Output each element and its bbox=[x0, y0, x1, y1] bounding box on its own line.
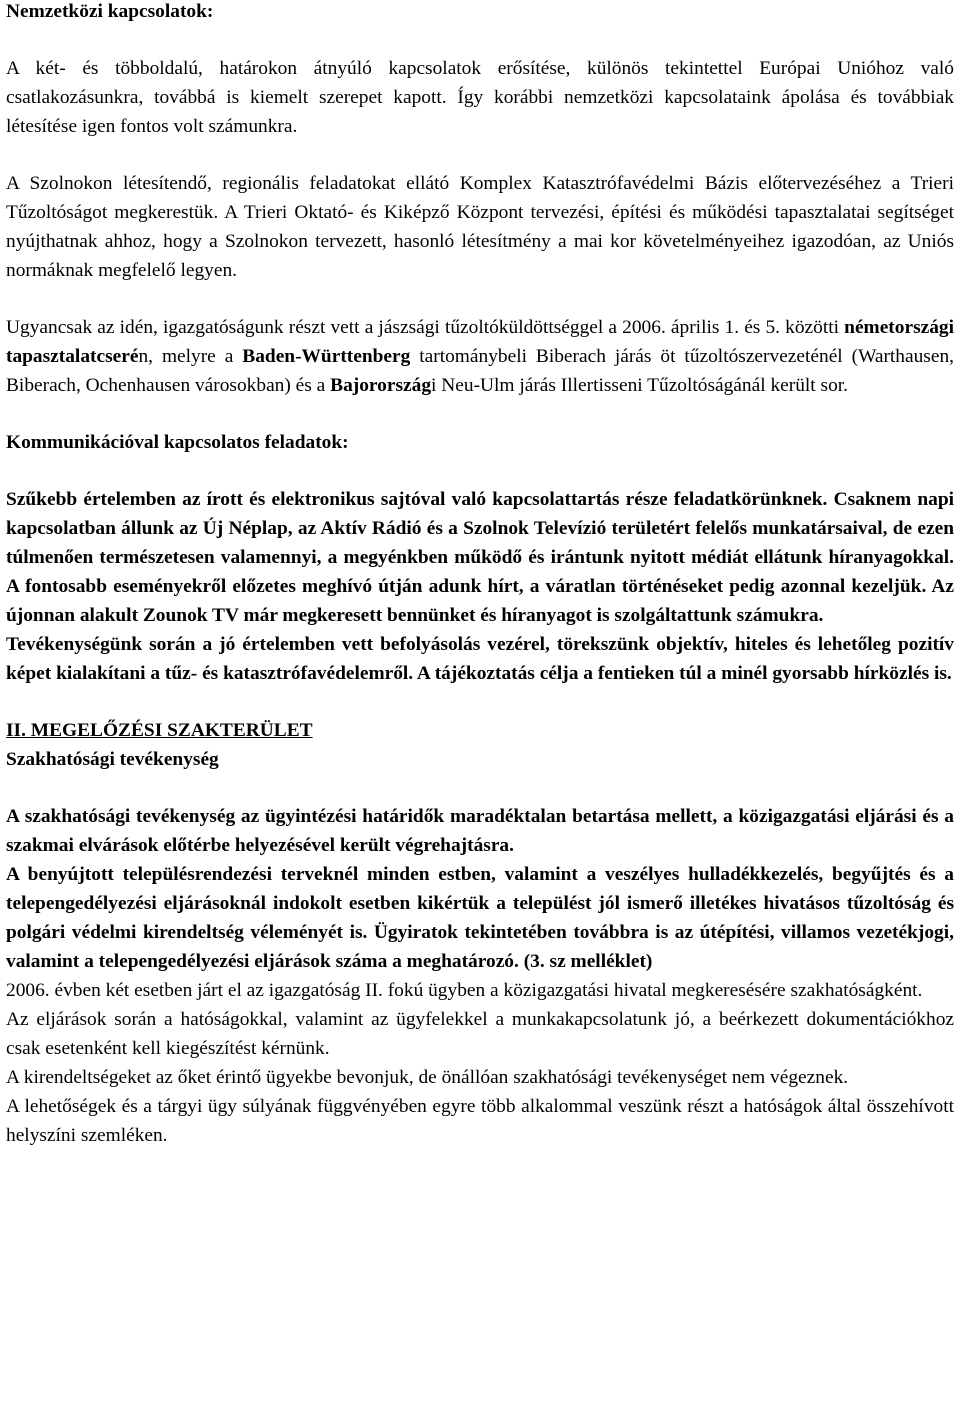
section-prevention bbox=[6, 716, 954, 1150]
chapter-heading: II. MEGELŐZÉSI SZAKTERÜLET bbox=[6, 720, 313, 741]
section-heading: Kommunikációval kapcsolatos feladatok: bbox=[6, 432, 349, 453]
bold-text: németországi tapasztalatcseré bbox=[6, 317, 954, 367]
text-run: i Neu-Ulm járás Illertisseni Tűzoltóságánál került sor. bbox=[431, 375, 849, 396]
paragraph: Az eljárások során a hatóságokkal, valamint az ügyfelekkel a munkakapcsolatunk jó, a beérkezett dokumentációkhoz csak esetenként kell kiegészítést kérnünk. bbox=[6, 1009, 954, 1059]
paragraph: A szakhatósági tevékenység az ügyintézési határidők maradéktalan betartása mellett, a közigazgatási eljárási és a szakmai elvárások előtérbe helyezésével került végrehajtásra. bbox=[6, 806, 954, 856]
paragraph: A Szolnokon létesítendő, regionális feladatokat ellátó Komplex Katasztrófavédelmi Bázis előtervezéséhez a Trieri Tűzoltóságot megkerestük. A Trieri Oktató- és Kiképző Központ tervezési, építési és működési tapasztalatai segítséget nyújthatnak ahhoz, hogy a Szolnokon tervezett, hasonló létesítmény a mai kor követelményeihez igazodóan, az Uniós normáknak megfelelő legyen. bbox=[6, 173, 954, 281]
subheading: Szakhatósági tevékenység bbox=[6, 749, 219, 770]
text-run: Ugyancsak az idén, igazgatóságunk részt vett a jászsági tűzoltóküldöttséggel a 2006. április 1. és 5. közötti bbox=[6, 317, 845, 338]
paragraph: 2006. évben két esetben járt el az igazgatóság II. fokú ügyben a közigazgatási hivatal megkeresésére szakhatóságként. bbox=[6, 980, 923, 1001]
section-heading: Nemzetközi kapcsolatok: bbox=[6, 1, 214, 22]
text-run: tartománybeli Biberach járás öt tűzoltószervezeténél (Warthausen, Biberach, Ochenhausen városokban) és a bbox=[6, 346, 954, 396]
text-run: n, melyre a bbox=[138, 346, 243, 367]
bold-text: Baden-Württenberg bbox=[242, 346, 411, 367]
bold-text: Bajorország bbox=[330, 375, 432, 396]
section-international-relations bbox=[6, 0, 954, 400]
section-communication bbox=[6, 428, 954, 688]
paragraph: Tevékenységünk során a jó értelemben vett befolyásolás vezérel, törekszünk objektív, hiteles és lehetőleg pozitív képet kialakítani a tűz- és katasztrófavédelemről. A tájékoztatás célja a fentieken túl a minél gyorsabb hírközlés is. bbox=[6, 634, 954, 684]
paragraph: A lehetőségek és a tárgyi ügy súlyának függvényében egyre több alkalommal veszünk részt a hatóságok által összehívott helyszíni szemléken. bbox=[6, 1096, 954, 1146]
paragraph: A benyújtott településrendezési terveknél minden estben, valamint a veszélyes hulladékkezelés, begyűjtés és a telepengedélyezési eljárásoknál indokolt esetben kikértük a települést jól ismerő illetékes hivatásos tűzoltóság és polgári védelmi kirendeltség véleményét is. Ügyiratok tekintetében továbbra is az útépítési, villamos vezetékjogi, valamint a telepengedélyezési eljárások száma a meghatározó. (3. sz melléklet) bbox=[6, 864, 954, 972]
paragraph bbox=[6, 313, 954, 400]
paragraph: A kirendeltségeket az őket érintő ügyekbe bevonjuk, de önállóan szakhatósági tevékenységet nem végeznek. bbox=[6, 1067, 849, 1088]
paragraph: Szűkebb értelemben az írott és elektronikus sajtóval való kapcsolattartás része feladatkörünknek. Csaknem napi kapcsolatban állunk az Új Néplap, az Aktív Rádió és a Szolnok Televízió területért felelős munkatársaival, de ezen túlmenően természetesen valamennyi, a megyénkben működő és irántunk nyitott médiát ellátunk híranyagokkal. A fontosabb eseményekről előzetes meghívó útján adunk hírt, a váratlan történéseket pedig azonnal kezeljük. Az újonnan alakult Zounok TV már megkeresett bennünket és híranyagot is szolgáltattunk számukra. bbox=[6, 489, 954, 626]
paragraph: A két- és többoldalú, határokon átnyúló kapcsolatok erősítése, különös tekintettel Európai Unióhoz való csatlakozásunkra, továbbá is kiemelt szerepet kapott. Így korábbi nemzetközi kapcsolataink ápolása és továbbiak létesítése igen fontos volt számunkra. bbox=[6, 58, 954, 137]
